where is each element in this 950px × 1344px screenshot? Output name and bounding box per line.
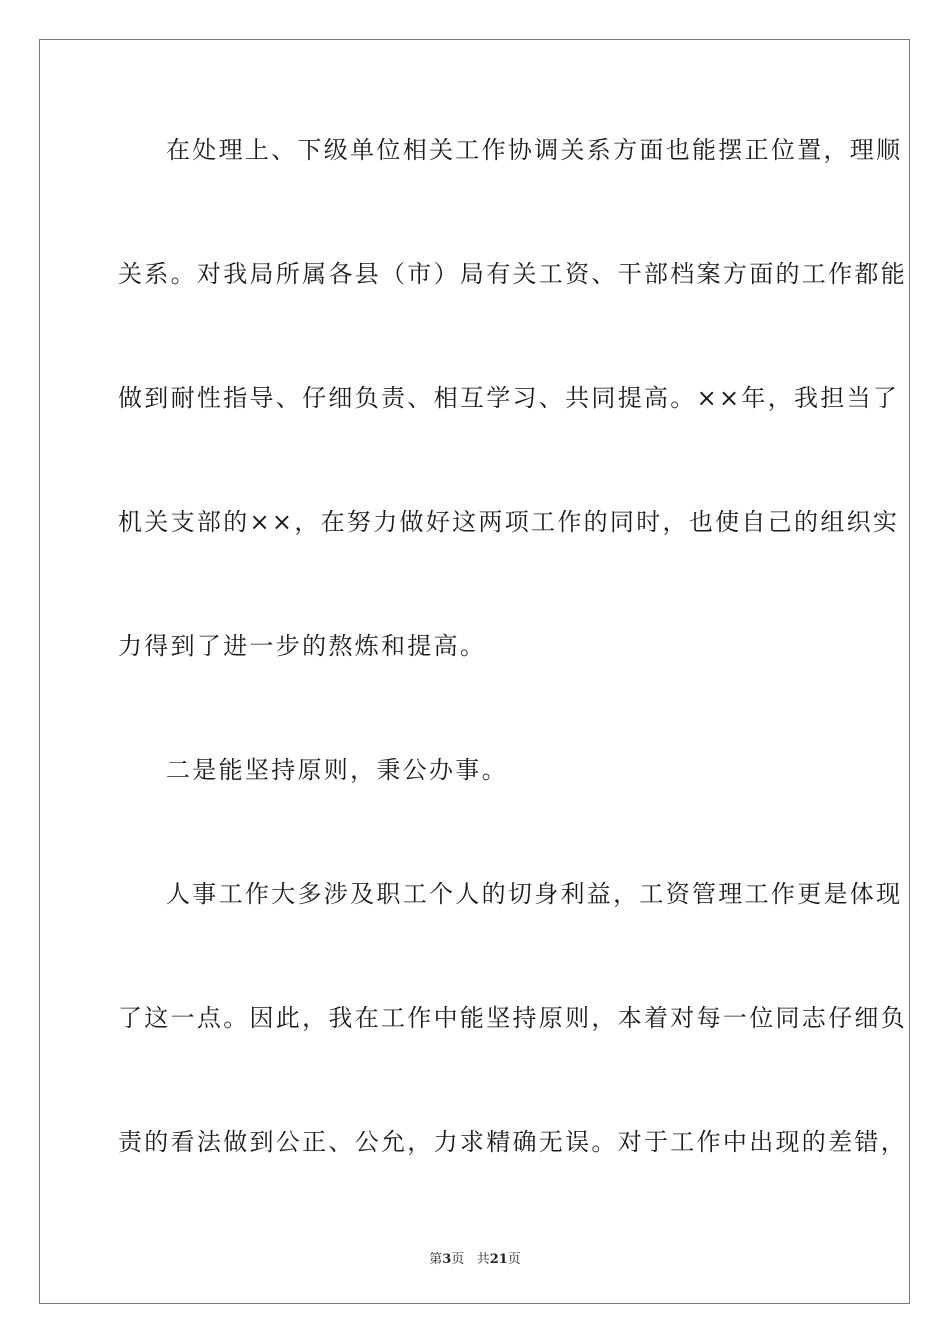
text-line-1: 在处理上、下级单位相关工作协调关系方面也能摆正位置，理顺: [166, 136, 903, 164]
page-footer: [0, 1248, 950, 1267]
footer-total-suffix: 页: [507, 1252, 521, 1267]
text-line-9: 责的看法做到公正、公允，力求精确无误。对于工作中出现的差错，: [118, 1128, 907, 1156]
text-line-7: 人事工作大多涉及职工个人的切身利益，工资管理工作更是体现: [166, 880, 903, 908]
text-line-5: 力得到了进一步的熬炼和提高。: [118, 632, 487, 660]
text-line-3: 做到耐性指导、仔细负责、相互学习、共同提高。××年，我担当了: [118, 384, 900, 412]
footer-total-number: 21: [489, 1252, 508, 1267]
text-line-6: 二是能坚持原则，秉公办事。: [166, 756, 508, 784]
text-line-4: 机关支部的××，在努力做好这两项工作的同时，也使自己的组织实: [118, 508, 900, 536]
footer-page-suffix: 页: [451, 1252, 465, 1267]
footer-page-number: 3: [442, 1252, 452, 1267]
text-line-8: 了这一点。因此，我在工作中能坚持原则，本着对每一位同志仔细负: [118, 1004, 907, 1032]
text-line-2: 关系。对我局所属各县（市）局有关工资、干部档案方面的工作都能: [118, 260, 907, 288]
footer-total-prefix: 共: [476, 1252, 490, 1267]
footer-page-prefix: 第: [429, 1252, 443, 1267]
page-border: [39, 39, 910, 1304]
